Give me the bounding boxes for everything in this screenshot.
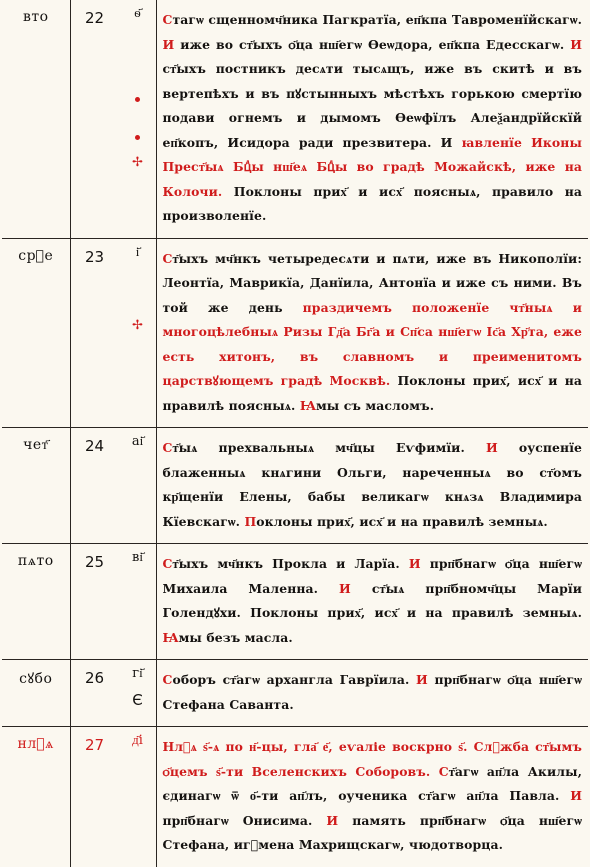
commemoration-text (156, 238, 588, 428)
day-row (2, 727, 588, 867)
date-cell (70, 660, 156, 727)
date-number: 24 (84, 437, 105, 455)
text-segment: мы съ масломъ. (315, 397, 435, 413)
church-numeral: ві҃ (132, 550, 143, 565)
text-segment: Въ (561, 275, 582, 290)
text-segment: т҃ыхъ мч҃нкъ четыредесѧти и пѧти, иже въ Никополїи: Леонтїа, Маврикїа, Данїила, Антонїа и иже съ ними. (162, 250, 582, 290)
text-segment: тагѡ сщенномч҃ника Пагкратїа, еп҃кпа Тавроменїйскагѡ. (172, 12, 582, 27)
text-segment: С (162, 12, 173, 27)
text-segment: Нлⷣѧ ѕ҃-ѧ по н҃-цы, гла҃ е҃, еѵаліе воскрно ѕ҃. Слꙋжба ст҃ымъ ѻ҃цемъ ѕ҃-ти Вселенскихъ Соборовъ. (162, 739, 582, 779)
text-segment: И (416, 672, 428, 687)
date-cell (70, 428, 156, 544)
red-dot-icon (119, 88, 157, 106)
text-segment: С (162, 250, 173, 266)
date-cell (70, 0, 156, 238)
feast-cross-icon: ✢ (132, 317, 143, 333)
text-segment: С (162, 672, 173, 687)
typikon-sign-icon: Є (132, 691, 143, 709)
date-number: 23 (84, 247, 105, 266)
day-row (2, 660, 588, 727)
text-segment: ꙗвленїе Иконы Прест҃ыѧ Бцⷣы нш҃еѧ Бцⷣы во градѣ Можайскѣ, иже на Колочи. (162, 134, 582, 199)
weekday-cell: пѧто (2, 544, 70, 660)
text-segment: С (162, 440, 173, 455)
date-number: 22 (84, 9, 105, 27)
text-segment: П (244, 513, 257, 529)
text-segment: т҃ыхъ мч҃нкъ Прокла и Ларїа. (172, 556, 409, 571)
text-segment (430, 764, 438, 779)
church-numeral: гі҃ (132, 666, 143, 681)
text-segment: т҃агѡ ап҃ла Акилы, єдинагѡ ѿ о҃-ти ап҃лъ, оученика ст҃агѡ ап҃ла Павла. (162, 763, 583, 803)
text-segment: Ꙗ (299, 397, 316, 413)
commemoration-text (156, 0, 588, 238)
text-segment: С (162, 556, 173, 571)
commemoration-text (156, 428, 588, 544)
weekday-cell: сꙋбо (2, 660, 70, 727)
text-segment: Ꙗ (162, 629, 179, 645)
text-segment: Поклоны прих҃ и исх҃ поясныѧ, правило на произволенїе. (162, 183, 582, 223)
text-segment: И (485, 440, 498, 455)
text-segment: прп҃бнагѡ ѻ҃ца нш҃егѡ Стефана Саванта. (162, 672, 582, 712)
text-segment: И (326, 812, 339, 828)
church-numeral: ѳ҃ (134, 6, 141, 21)
text-segment: оуспенїе блаженныѧ кнѧгини Ольги, нареченныѧ во ст҃омъ кр҃щенїи Елены, бабы великагѡ кнѧзѧ Владимира Кїевскагѡ. (162, 440, 582, 529)
text-segment: той же день (162, 299, 303, 315)
text-segment: иже во ст҃ыхъ ѻ҃ца нш҃егѡ Ѳеѡдора, еп҃кпа Едесскагѡ. (174, 36, 571, 52)
date-number: 26 (84, 669, 105, 687)
day-row (2, 428, 588, 544)
text-segment: ст҃ыѧ прп҃бномч҃цы Марїи Голендꙋхи. Поклоны прих҃, исх҃ и на правилѣ земныѧ. (162, 580, 582, 620)
day-row (2, 544, 588, 660)
date-cell (70, 544, 156, 660)
text-segment: Поклоны прих҃, исх҃ и на правилѣ поясныѧ. (162, 373, 582, 413)
feast-cross-icon: ✢ (132, 155, 143, 170)
dot-shape (135, 135, 140, 140)
commemoration-text (156, 544, 588, 660)
text-segment: память прп҃бнагѡ ѻ҃ца нш҃егѡ Стефана, игꙋмена Махрищскагѡ, чюдотворца. (162, 812, 582, 852)
church-numeral: д҃і (132, 733, 143, 748)
date-number: 27 (84, 736, 105, 754)
text-segment: С (438, 763, 449, 779)
text-segment: прп҃бнагѡ ѻ҃ца нш҃егѡ Михаила Маленна. (162, 556, 582, 596)
text-segment: прп҃бнагѡ Онисима. (162, 812, 327, 828)
text-segment: оборъ ст҃агѡ архангла Гаврїила. (172, 672, 417, 687)
church-numeral: і҃ (135, 244, 140, 260)
calendar-table (2, 0, 588, 867)
weekday-cell: чет҃ (2, 428, 70, 544)
date-cell (70, 238, 156, 428)
text-segment: И (440, 134, 453, 150)
commemoration-text (156, 660, 588, 727)
commemoration-text (156, 727, 588, 867)
text-segment: мы безъ масла. (178, 629, 293, 645)
date-cell (70, 727, 156, 867)
text-segment: И (408, 556, 421, 571)
weekday-cell: вто (2, 0, 70, 238)
red-dot-icon (119, 126, 157, 144)
text-segment: И (570, 788, 582, 803)
dot-shape (135, 97, 140, 102)
day-row (2, 0, 588, 238)
text-segment: ст҃ыхъ постникъ десѧти тысѧщъ, иже въ скитѣ и въ вертепѣхъ и въ пꙋстынныхъ мѣстѣхъ горькою смертїю подави огнемъ и дымомъ Ѳеѡфїлъ Алеѯандрїйскїй еп҃копъ, Исидора ради презвитера. (162, 61, 582, 150)
day-row (2, 238, 588, 428)
text-segment: праздичемъ положенїе чт҃ныѧ и многоцѣлебныѧ Ризы Гд҃а Бг҃а и Сп҃са нш҃егѡ Іс҃а Хр҃та, еже есть хитонъ, въ славномъ и преименитомъ царствꙋющемъ градѣ Москвѣ. (162, 299, 582, 388)
weekday-cell: срⷣе (2, 238, 70, 428)
weekday-cell: нлⷣѧ (2, 727, 70, 867)
date-number: 25 (84, 553, 105, 571)
text-segment: И (570, 36, 582, 52)
text-segment: И (162, 36, 175, 52)
text-segment: оклоны прих҃, исх҃ и на правилѣ земныѧ. (256, 513, 548, 529)
text-segment: т҃ыѧ прехвальныѧ мч҃цы Еѵфимїи. (172, 440, 486, 455)
church-numeral: аі҃ (131, 434, 144, 449)
text-segment: И (339, 580, 351, 596)
